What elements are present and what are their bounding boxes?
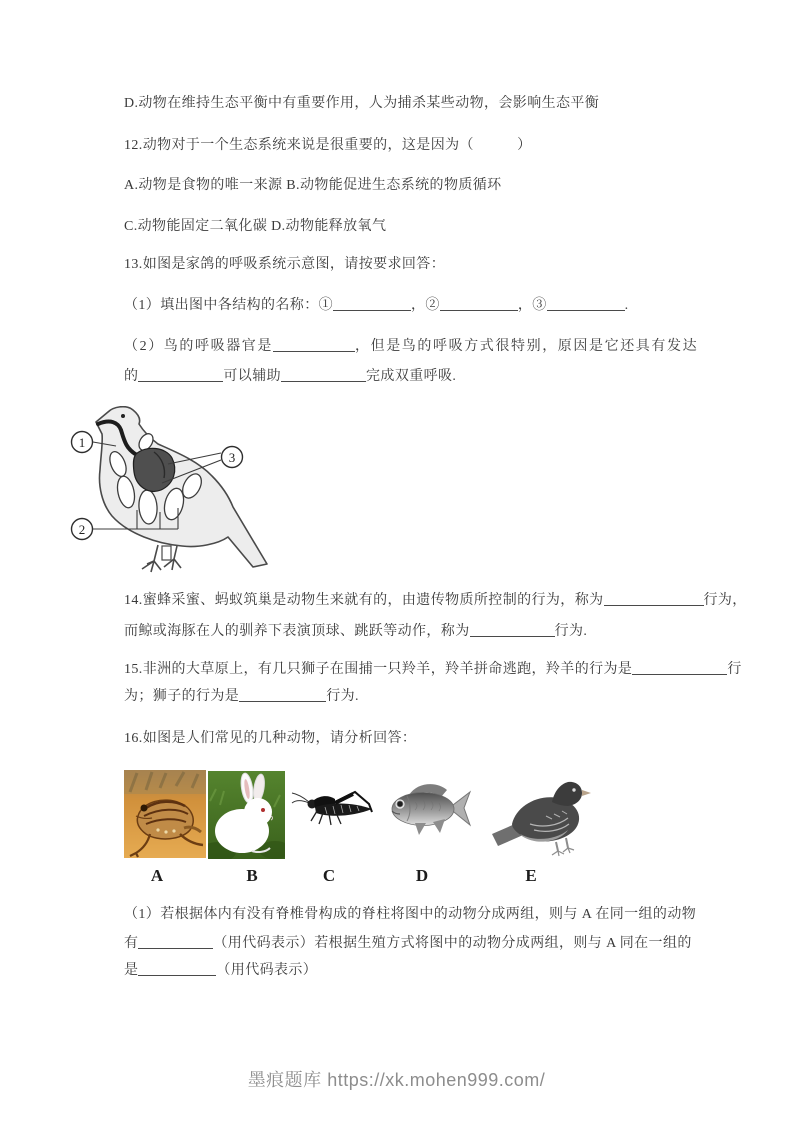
q13-part2-line2 (124, 367, 456, 387)
q13-part2-s3: 的 (124, 369, 139, 384)
q12-options-ab: A.动物是食物的唯一来源 B.动物能促进生态系统的物质循环 (124, 178, 502, 193)
q15-line2-tail: 行为. (326, 689, 359, 704)
q14-line1-text: 14.蜜蜂采蜜、蚂蚁筑巢是动物生来就有的，由遗传物质所控制的行为，称为 (124, 593, 604, 608)
animal-code-d: D (415, 866, 429, 885)
q13-part1-lead: （1）填出图中各结构的名称：① (124, 298, 333, 313)
frog-illustration (124, 770, 206, 858)
bird-leg-joint (162, 546, 171, 560)
q16-part1-line3-pre: 是 (124, 963, 139, 978)
q14-line2-tail: 行为. (554, 624, 588, 639)
q13-part1 (124, 296, 629, 316)
q13-part2-s2: ，但是鸟的呼吸方式很特别，原因是它还具有发达 (355, 339, 699, 354)
diagram-label-1 (72, 432, 93, 453)
animal-code-b: B (246, 866, 258, 885)
q13-answer-blank-5 (138, 367, 223, 382)
q14-line1-tail: 行为， (703, 593, 747, 608)
bird-eye (121, 414, 125, 418)
animal-image-b-rabbit (208, 771, 285, 859)
diagram-label-3 (222, 447, 243, 468)
rabbit-illustration (208, 771, 285, 859)
q15-answer-blank-1 (632, 660, 727, 675)
q13-answer-blank-2 (440, 296, 518, 311)
q12-options-cd: C.动物能固定二氧化碳 D.动物能释放氧气 (124, 219, 387, 234)
footer-site-name: 墨痕题库 (247, 1070, 322, 1090)
q15-line1-tail: 行 (727, 662, 742, 677)
q16-part1-line2-pre: 有 (124, 936, 139, 951)
q15-line1 (124, 660, 742, 680)
q16-part1-line3-post: （用代码表示） (216, 963, 318, 978)
q15-line2 (124, 687, 359, 707)
q13-answer-blank-6 (281, 367, 366, 382)
q13-part2-s5: 完成双重呼吸. (366, 369, 457, 384)
svg-text:1: 1 (78, 435, 86, 450)
q13-answer-blank-4 (273, 337, 355, 352)
q13-part1-tail: . (624, 298, 629, 313)
q16-answer-blank-2 (138, 961, 216, 976)
q16-part1-line2 (124, 934, 692, 954)
diagram-label-2 (72, 519, 93, 540)
q12-stem: 12.动物对于一个生态系统来说是很重要的，这是因为（ ） (124, 138, 532, 153)
animal-image-a-frog (124, 770, 206, 858)
q13-stem: 13.如图是家鸽的呼吸系统示意图，请按要求回答： (124, 257, 446, 272)
q16-part1-line3 (124, 961, 317, 981)
grasshopper-illustration (291, 787, 378, 829)
pigeon-illustration (490, 772, 595, 857)
pigeon-respiratory-diagram (58, 406, 270, 575)
animal-code-a: A (150, 866, 164, 885)
footer (0, 1066, 793, 1092)
q14-line1 (124, 591, 747, 611)
q13-answer-blank-3 (547, 296, 625, 311)
q15-answer-blank-2 (239, 687, 326, 702)
svg-text:2: 2 (78, 522, 86, 537)
fish-illustration (385, 778, 475, 839)
animal-image-e-pigeon (490, 772, 595, 857)
q16-part1-line1: （1）若根据体内有没有脊椎骨构成的脊柱将图中的动物分成两组，则与 A 在同一组的动物 (124, 907, 697, 922)
q15-line2-text: 为；狮子的行为是 (124, 689, 240, 704)
animal-image-c-grasshopper (291, 787, 378, 829)
q16-part1-line2-post: （用代码表示）若根据生殖方式将图中的动物分成两组，则与 A 同在一组的 (213, 936, 692, 951)
q16-answer-blank-1 (138, 934, 213, 949)
q16-stem: 16.如图是人们常见的几种动物，请分析回答： (124, 731, 417, 746)
svg-text:3: 3 (228, 450, 236, 465)
footer-url: https://xk.mohen999.com/ (327, 1070, 546, 1090)
q14-line2 (124, 622, 587, 642)
animal-code-e: E (525, 866, 537, 885)
q13-part1-sep2: ，③ (517, 298, 547, 313)
bird-leg-front (142, 545, 161, 572)
q13-answer-blank-1 (333, 296, 411, 311)
q15-line1-text: 15.非洲的大草原上，有几只狮子在围捕一只羚羊，羚羊拼命逃跑，羚羊的行为是 (124, 662, 633, 677)
animal-image-d-fish (385, 778, 475, 839)
q14-answer-blank-2 (470, 622, 555, 637)
pigeon-diagram-illustration (58, 406, 270, 575)
q11-option-d: D.动物在维持生态平衡中有重要作用，人为捕杀某些动物，会影响生态平衡 (124, 96, 600, 111)
q13-part2-s4: 可以辅助 (223, 369, 282, 384)
animal-code-c: C (322, 866, 336, 885)
q14-answer-blank-1 (604, 591, 704, 606)
q13-part2-s1: （2）鸟的呼吸器官是 (124, 339, 273, 354)
q13-part2-line1 (124, 337, 698, 357)
q14-line2-text: 而鲸或海豚在人的驯养下表演顶球、跳跃等动作，称为 (124, 624, 470, 639)
lungs-shape (133, 448, 174, 491)
q13-part1-sep1: ，② (411, 298, 440, 313)
